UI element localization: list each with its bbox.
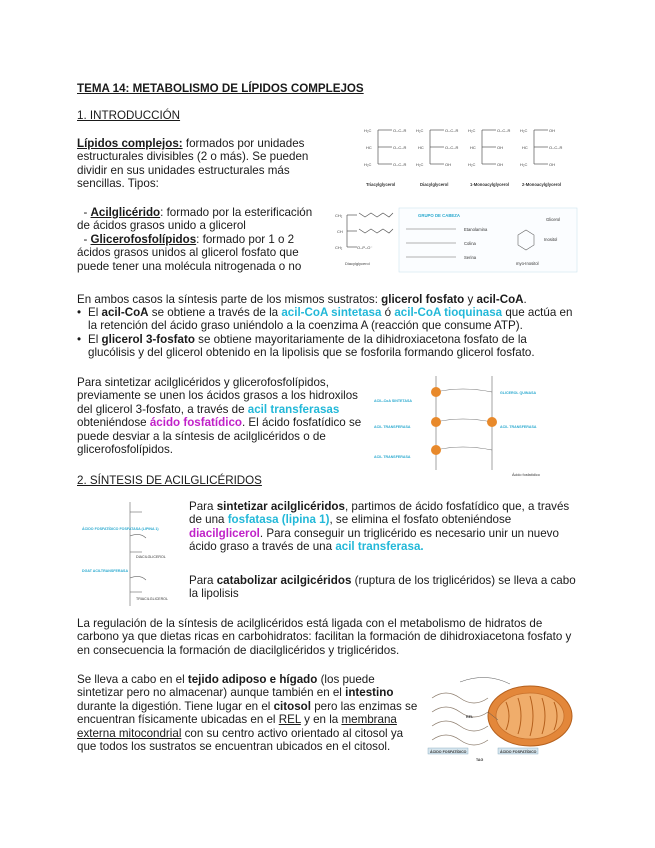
- svg-text:O–C–R: O–C–R: [393, 128, 407, 133]
- enzyme-acil-coa-sintetasa: acil-CoA sintetasa: [281, 306, 382, 319]
- phospholipid-chain-figure: [333, 203, 395, 273]
- svg-text:O–C–R: O–C–R: [497, 128, 511, 133]
- svg-text:H₂C: H₂C: [364, 162, 372, 167]
- svg-text:OH: OH: [497, 145, 503, 150]
- head-group-row-3: Serina: [464, 255, 477, 260]
- term-acido-fosfatidico: ácido fosfatídico: [149, 416, 242, 430]
- term-acilglicerido: Acilglicérido: [90, 206, 161, 219]
- bullet-acil-coa: • El acil-CoA se obtiene a través de la acil-CoA sintetasa ó acil-CoA tioquinasa que actúa en la retención del ácido graso uniéndolo a la coenzima A (reacción que consume ATP).: [77, 306, 573, 333]
- svg-text:H₂C: H₂C: [468, 162, 476, 167]
- term-glicerol-fosfato: glicerol fosfato: [381, 293, 465, 306]
- synthesis-label-2: DIACILGLICEROL: [136, 555, 166, 559]
- mitochondria-figure: [426, 668, 576, 764]
- head-group-right-1: Glicerol: [546, 217, 561, 222]
- enzyme-acil-coa-tioquinasa: acil-CoA tioquinasa: [394, 306, 503, 319]
- phospholipid-bottom-label: Diacylglycerol: [345, 261, 370, 266]
- term-glicerofosfolipidos: Glicerofosfolípidos: [90, 233, 197, 246]
- head-group-right-2: Inositol: [544, 237, 558, 242]
- svg-text:CH₂: CH₂: [335, 213, 343, 218]
- svg-text:HC: HC: [418, 145, 424, 150]
- catabolizar-paragraph: Para catabolizar acilgicéridos (ruptura de los triglicéridos) se lleva a cabo la lipolisis: [189, 574, 576, 601]
- pathway-diagram-figure: [372, 362, 584, 482]
- intro-paragraph: Lípidos complejos: formados por unidades estructurales divisibles (2 o más). Se pueden dividir en sus unidades estructurales más sencillas. Tipos:: [77, 137, 309, 191]
- type-glicerofosfolipidos: - Glicerofosfolípidos: formado por 1 o 2 ácidos grasos unidos al glicerol fosfato que puede tener una molécula nitrogenada o no: [77, 233, 302, 273]
- acil-transferasa-paragraph: Para sintetizar acilglicéridos y glicerofosfolípidos, previamente se unen los ácidos grasos a los hidroxilos del glicerol 3-fosfato, a través de acil transferasas obteniéndose ácido fosfatídico. El ácido fosfatídico se puede desviar a la síntesis de acilglicéridos o de glicerofosfolípidos.: [77, 376, 362, 457]
- svg-text:OH: OH: [549, 162, 555, 167]
- pathway-label-4: GLICEROL QUINASA: [500, 391, 537, 395]
- mito-label-1: ÁCIDO FOSFATÍDICO: [430, 750, 467, 754]
- page-title: TEMA 14: METABOLISMO DE LÍPIDOS COMPLEJOS: [77, 82, 364, 95]
- regulation-paragraph: La regulación de la síntesis de acilglicéridos está ligada con el metabolismo de hidratos de carbono ya que dietas ricas en carbohidratos: facilitan la formación de dihidroxiacetona fosfato y en consecuencia la formación de diacilglicéridos y triglicéridos.: [77, 617, 572, 657]
- mito-label-2: ÁCIDO FOSFATÍDICO: [500, 750, 537, 754]
- pathway-label-2: ACIL TRANSFERASA: [374, 425, 411, 429]
- svg-text:O–C–R: O–C–R: [445, 145, 459, 150]
- pathway-label-6: Ácido fosfatídico: [512, 473, 540, 477]
- location-paragraph: Se lleva a cabo en el tejido adiposo e hígado (los puede sintetizar pero no almacenar) aunque también en el intestino durante la digestión. Tiene lugar en el citosol pero las enzimas se encuentran físicamente ubicadas en el REL y en la membrana externa mitocondrial con su centro activo orientado al citosol ya que todos los sustratos se encuentran ubicados en el citosol.: [77, 673, 418, 754]
- pathway-label-3: ACIL TRANSFERASA: [500, 425, 537, 429]
- pathway-label-5: ACIL TRANSFERASA: [374, 455, 411, 459]
- svg-text:CH₂: CH₂: [335, 245, 343, 250]
- mito-label-3: REL: [466, 715, 474, 719]
- glyceride-label-4: 2-Monoacylglycerol: [522, 182, 562, 187]
- svg-text:H₂C: H₂C: [520, 162, 528, 167]
- type-acilglicerido: - Acilglicérido: formado por la esterificación de ácidos grasos unido a glicerol: [77, 206, 313, 233]
- glyceride-label-3: 1-Monoacylglycerol: [470, 182, 510, 187]
- svg-text:HC: HC: [366, 145, 372, 150]
- enzyme-acil-transferasa: acil transferasa.: [335, 540, 424, 554]
- svg-text:O–C–R: O–C–R: [445, 128, 459, 133]
- svg-text:H₂C: H₂C: [364, 128, 372, 133]
- svg-text:O–C–R: O–C–R: [549, 145, 563, 150]
- svg-text:OH: OH: [445, 162, 451, 167]
- glyceride-label-2: Diacylglycerol: [420, 182, 449, 187]
- svg-text:O–C–R: O–C–R: [393, 162, 407, 167]
- head-group-right-3: myo-Inositol: [516, 261, 539, 266]
- enzyme-fosfatasa-lipina: fosfatasa (lipina 1): [227, 513, 330, 527]
- svg-text:OH: OH: [549, 128, 555, 133]
- synthesis-label-4: TRIACILGLICEROL: [136, 597, 168, 601]
- both-cases-paragraph: En ambos casos la síntesis parte de los mismos sustratos: glicerol fosfato y acil-CoA.: [77, 293, 527, 306]
- mito-label-4: TAG: [476, 758, 484, 762]
- term-acil-coa: acil-CoA: [476, 293, 524, 306]
- pathway-label-1: ACIL-CoA SINTETASA: [374, 399, 412, 403]
- glyceride-structures-figure: [362, 116, 576, 194]
- head-group-row-2: Colina: [464, 241, 476, 246]
- glyceride-label-1: Triacylglycerol: [366, 182, 396, 187]
- svg-text:HC: HC: [470, 145, 476, 150]
- head-group-figure: [398, 207, 578, 273]
- head-group-header: GRUPO DE CABEZA: [418, 213, 461, 218]
- section-heading-sintesis: 2. SÍNTESIS DE ACILGLICÉRIDOS: [77, 474, 262, 487]
- section-heading-introduccion: 1. INTRODUCCIÓN: [77, 109, 181, 122]
- svg-text:HC: HC: [522, 145, 528, 150]
- svg-text:O–C–R: O–C–R: [393, 145, 407, 150]
- synthesis-label-3: DGAT ACILTRANSFERASA: [82, 569, 129, 573]
- synthesis-label-1: ÁCIDO FOSFATÍDICO FOSFATASA (LIPINA 1): [82, 527, 159, 531]
- term-lipidos-complejos: Lípidos complejos:: [77, 137, 183, 150]
- head-group-row-1: Etanolamina: [464, 227, 488, 232]
- svg-text:O–P–O⁻: O–P–O⁻: [357, 245, 373, 250]
- svg-text:H₂C: H₂C: [416, 128, 424, 133]
- svg-text:H₂C: H₂C: [520, 128, 528, 133]
- svg-text:H₂C: H₂C: [468, 128, 476, 133]
- enzyme-acil-transferasas: acil transferasas: [247, 402, 340, 416]
- term-diacilglicerol: diacilglicerol: [189, 526, 260, 540]
- bullet-glicerol-3-fosfato: • El glicerol 3-fosfato se obtiene mayoritariamente de la dihidroxiacetona fosfato de la glucólisis y del glicerol obtenido en la lipolisis que se fosforila formando glicerol fosfato.: [77, 333, 535, 360]
- svg-text:OH: OH: [497, 162, 503, 167]
- sintetizar-paragraph: Para sintetizar acilglicéridos, partimos de ácido fosfatídico que, a través de una fosfatasa (lipina 1), se elimina el fosfato obteniéndose diacilglicerol. Para conseguir un triglicérido es necesario unir un nuevo ácido graso a través de una acil transferasa.: [189, 500, 570, 554]
- svg-text:CH: CH: [337, 229, 343, 234]
- synthesis-diagram-figure: [80, 496, 180, 612]
- svg-text:H₂C: H₂C: [416, 162, 424, 167]
